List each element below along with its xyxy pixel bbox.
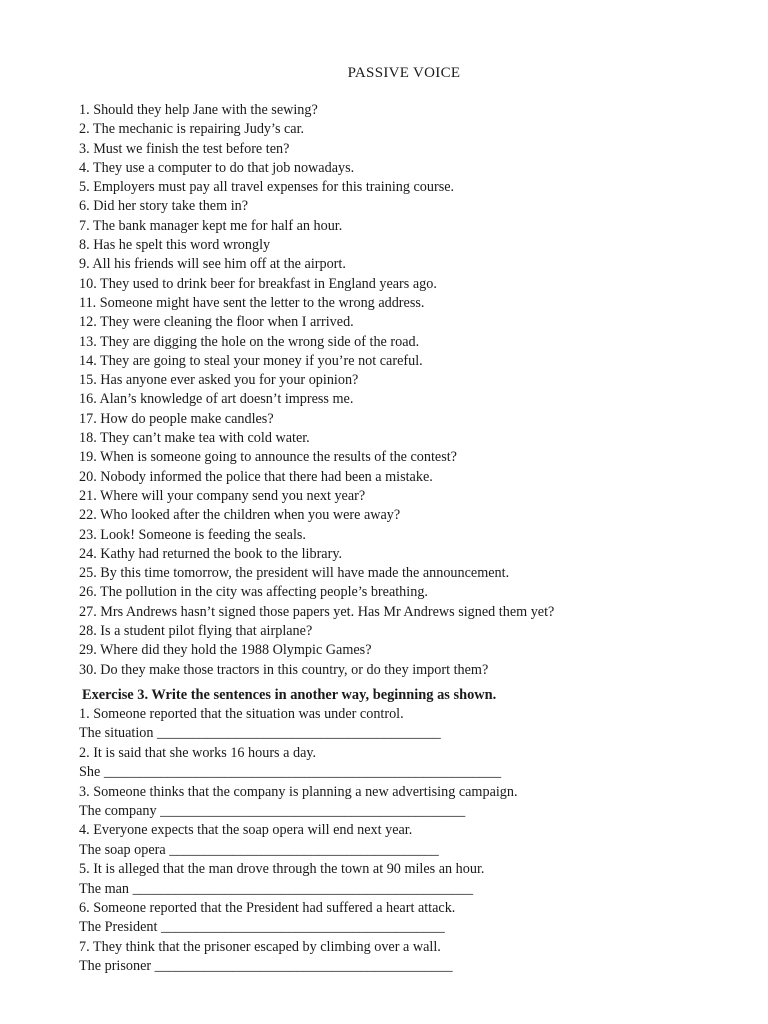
question-list	[79, 101, 719, 680]
question-item: 30. Do they make those tractors in this country, or do they import them?	[79, 661, 489, 678]
question-item: 6. Did her story take them in?	[79, 198, 249, 215]
exercise-prompt: 5. It is alleged that the man drove through the town at 90 miles an hour.	[79, 861, 485, 878]
answer-line: The situation ________________________________________	[79, 725, 441, 742]
question-item: 12. They were cleaning the floor when I arrived.	[79, 314, 354, 331]
question-item: 21. Where will your company send you next year?	[79, 487, 366, 504]
answer-line: The soap opera ______________________________________	[79, 841, 439, 858]
question-item: 3. Must we finish the test before ten?	[79, 140, 290, 157]
question-item: 13. They are digging the hole on the wrong side of the road.	[79, 333, 420, 350]
question-item: 15. Has anyone ever asked you for your opinion?	[79, 372, 359, 389]
exercise-item	[79, 899, 719, 938]
answer-line: She ________________________________________________________	[79, 764, 502, 781]
answer-line: The President ________________________________________	[79, 919, 445, 936]
question-item: 20. Nobody informed the police that there had been a mistake.	[79, 468, 433, 485]
exercise-prompt: 1. Someone reported that the situation was under control.	[79, 705, 404, 722]
question-item: 26. The pollution in the city was affecting people’s breathing.	[79, 584, 428, 601]
question-item: 29. Where did they hold the 1988 Olympic Games?	[79, 642, 372, 659]
exercise-prompt: 3. Someone thinks that the company is planning a new advertising campaign.	[79, 783, 518, 800]
question-item: 8. Has he spelt this word wrongly	[79, 237, 271, 254]
question-item: 19. When is someone going to announce the results of the contest?	[79, 449, 457, 466]
question-item: 10. They used to drink beer for breakfast in England years ago.	[79, 275, 437, 292]
exercise-item	[79, 938, 719, 977]
exercise-item	[79, 821, 719, 860]
question-item: 28. Is a student pilot flying that airplane?	[79, 623, 313, 640]
exercise-prompt: 4. Everyone expects that the soap opera will end next year.	[79, 822, 413, 839]
exercise-list	[79, 705, 719, 977]
question-item: 5. Employers must pay all travel expenses for this training course.	[79, 179, 455, 196]
question-item: 11. Someone might have sent the letter to the wrong address.	[79, 294, 425, 311]
question-item: 17. How do people make candles?	[79, 410, 274, 427]
answer-line: The company ___________________________________________	[79, 802, 466, 819]
question-item: 2. The mechanic is repairing Judy’s car.	[79, 121, 305, 138]
worksheet-page	[79, 64, 719, 977]
answer-line: The man ________________________________________________	[79, 880, 474, 897]
exercise-item	[79, 744, 719, 783]
question-item: 18. They can’t make tea with cold water.	[79, 430, 310, 447]
page-title: PASSIVE VOICE	[347, 65, 461, 81]
exercise-item	[79, 783, 719, 822]
question-item: 1. Should they help Jane with the sewing?	[79, 102, 318, 118]
exercise-heading: Exercise 3. Write the sentences in another way, beginning as shown.	[82, 686, 497, 703]
question-item: 23. Look! Someone is feeding the seals.	[79, 526, 306, 543]
question-item: 27. Mrs Andrews hasn’t signed those papers yet. Has Mr Andrews signed them yet?	[79, 603, 555, 620]
exercise-prompt: 6. Someone reported that the President had suffered a heart attack.	[79, 899, 456, 916]
exercise-item	[79, 860, 719, 899]
question-item: 25. By this time tomorrow, the president will have made the announcement.	[79, 565, 510, 582]
question-item: 24. Kathy had returned the book to the library.	[79, 545, 343, 562]
question-item: 9. All his friends will see him off at the airport.	[79, 256, 346, 273]
question-item: 22. Who looked after the children when you were away?	[79, 507, 401, 524]
exercise-prompt: 7. They think that the prisoner escaped by climbing over a wall.	[79, 938, 441, 955]
exercise-item	[79, 705, 719, 744]
exercise-prompt: 2. It is said that she works 16 hours a day.	[79, 744, 317, 761]
question-item: 16. Alan’s knowledge of art doesn’t impress me.	[79, 391, 354, 408]
answer-line: The prisoner __________________________________________	[79, 958, 453, 975]
question-item: 7. The bank manager kept me for half an hour.	[79, 217, 343, 234]
question-item: 14. They are going to steal your money if you’re not careful.	[79, 352, 423, 369]
question-item: 4. They use a computer to do that job nowadays.	[79, 159, 355, 176]
